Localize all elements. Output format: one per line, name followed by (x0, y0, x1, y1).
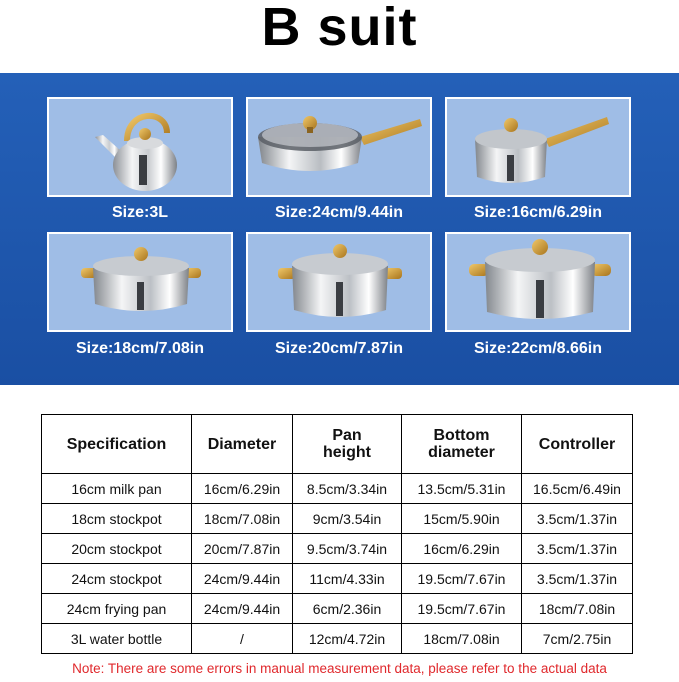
header-pan-height: Pan height (293, 415, 402, 474)
table-cell: 24cm frying pan (42, 594, 192, 624)
table-cell: 24cm/9.44in (192, 594, 293, 624)
table-row (42, 504, 633, 534)
table-cell: 16cm/6.29in (192, 474, 293, 504)
product-card-stockpot (246, 232, 432, 332)
product-size-label: Size:16cm/6.29in (473, 204, 603, 221)
table-cell: 20cm stockpot (42, 534, 192, 564)
product-card-stockpot (47, 232, 233, 332)
milk-pan-icon (447, 99, 629, 195)
stockpot-icon (248, 234, 430, 330)
header-controller: Controller (522, 415, 633, 474)
kettle-icon (49, 99, 231, 195)
product-size-label: Size:20cm/7.87in (274, 340, 404, 357)
product-size-label: Size:22cm/8.66in (473, 340, 603, 357)
table-cell: 20cm/7.87in (192, 534, 293, 564)
frying-pan-icon (248, 99, 430, 195)
table-row (42, 534, 633, 564)
table-cell: 24cm stockpot (42, 564, 192, 594)
page-title: B suit (261, 0, 418, 57)
measurement-note: Note: There are some errors in manual measurement data, please refer to the actual data (72, 661, 607, 676)
product-size-label: Size:3L (111, 204, 168, 221)
table-cell: 3.5cm/1.37in (522, 534, 633, 564)
table-cell: 16.5cm/6.49in (522, 474, 633, 504)
table-cell: 3.5cm/1.37in (522, 564, 633, 594)
table-cell: 16cm milk pan (42, 474, 192, 504)
header-diameter: Diameter (192, 415, 293, 474)
table-cell: 16cm/6.29in (402, 534, 522, 564)
product-panel (0, 73, 679, 385)
header-specification: Specification (42, 415, 192, 474)
table-row (42, 474, 633, 504)
product-size-label: Size:24cm/9.44in (274, 204, 404, 221)
table-row (42, 594, 633, 624)
specification-table (41, 414, 633, 654)
table-cell: 7cm/2.75in (522, 624, 633, 654)
product-size-label: Size:18cm/7.08in (75, 340, 205, 357)
table-cell: 18cm/7.08in (522, 594, 633, 624)
table-cell: 6cm/2.36in (293, 594, 402, 624)
table-cell: 3L water bottle (42, 624, 192, 654)
product-card-stockpot (445, 232, 631, 332)
stockpot-icon (49, 234, 231, 330)
table-row (42, 624, 633, 654)
table-cell: 9.5cm/3.74in (293, 534, 402, 564)
table-cell: 19.5cm/7.67in (402, 594, 522, 624)
table-cell: 8.5cm/3.34in (293, 474, 402, 504)
table-cell: 11cm/4.33in (293, 564, 402, 594)
table-header-row (42, 415, 633, 474)
stockpot-icon (447, 234, 629, 330)
table-cell: 13.5cm/5.31in (402, 474, 522, 504)
table-cell: 24cm/9.44in (192, 564, 293, 594)
product-card-frying-pan (246, 97, 432, 197)
table-cell: 18cm stockpot (42, 504, 192, 534)
table-cell: 18cm/7.08in (402, 624, 522, 654)
table-cell: 15cm/5.90in (402, 504, 522, 534)
product-card-kettle (47, 97, 233, 197)
table-cell: 18cm/7.08in (192, 504, 293, 534)
table-cell: 3.5cm/1.37in (522, 504, 633, 534)
table-cell: 12cm/4.72in (293, 624, 402, 654)
table-cell: 9cm/3.54in (293, 504, 402, 534)
table-cell: 19.5cm/7.67in (402, 564, 522, 594)
header-bottom-diameter: Bottom diameter (402, 415, 522, 474)
table-cell: / (192, 624, 293, 654)
product-card-milk-pan (445, 97, 631, 197)
table-row (42, 564, 633, 594)
